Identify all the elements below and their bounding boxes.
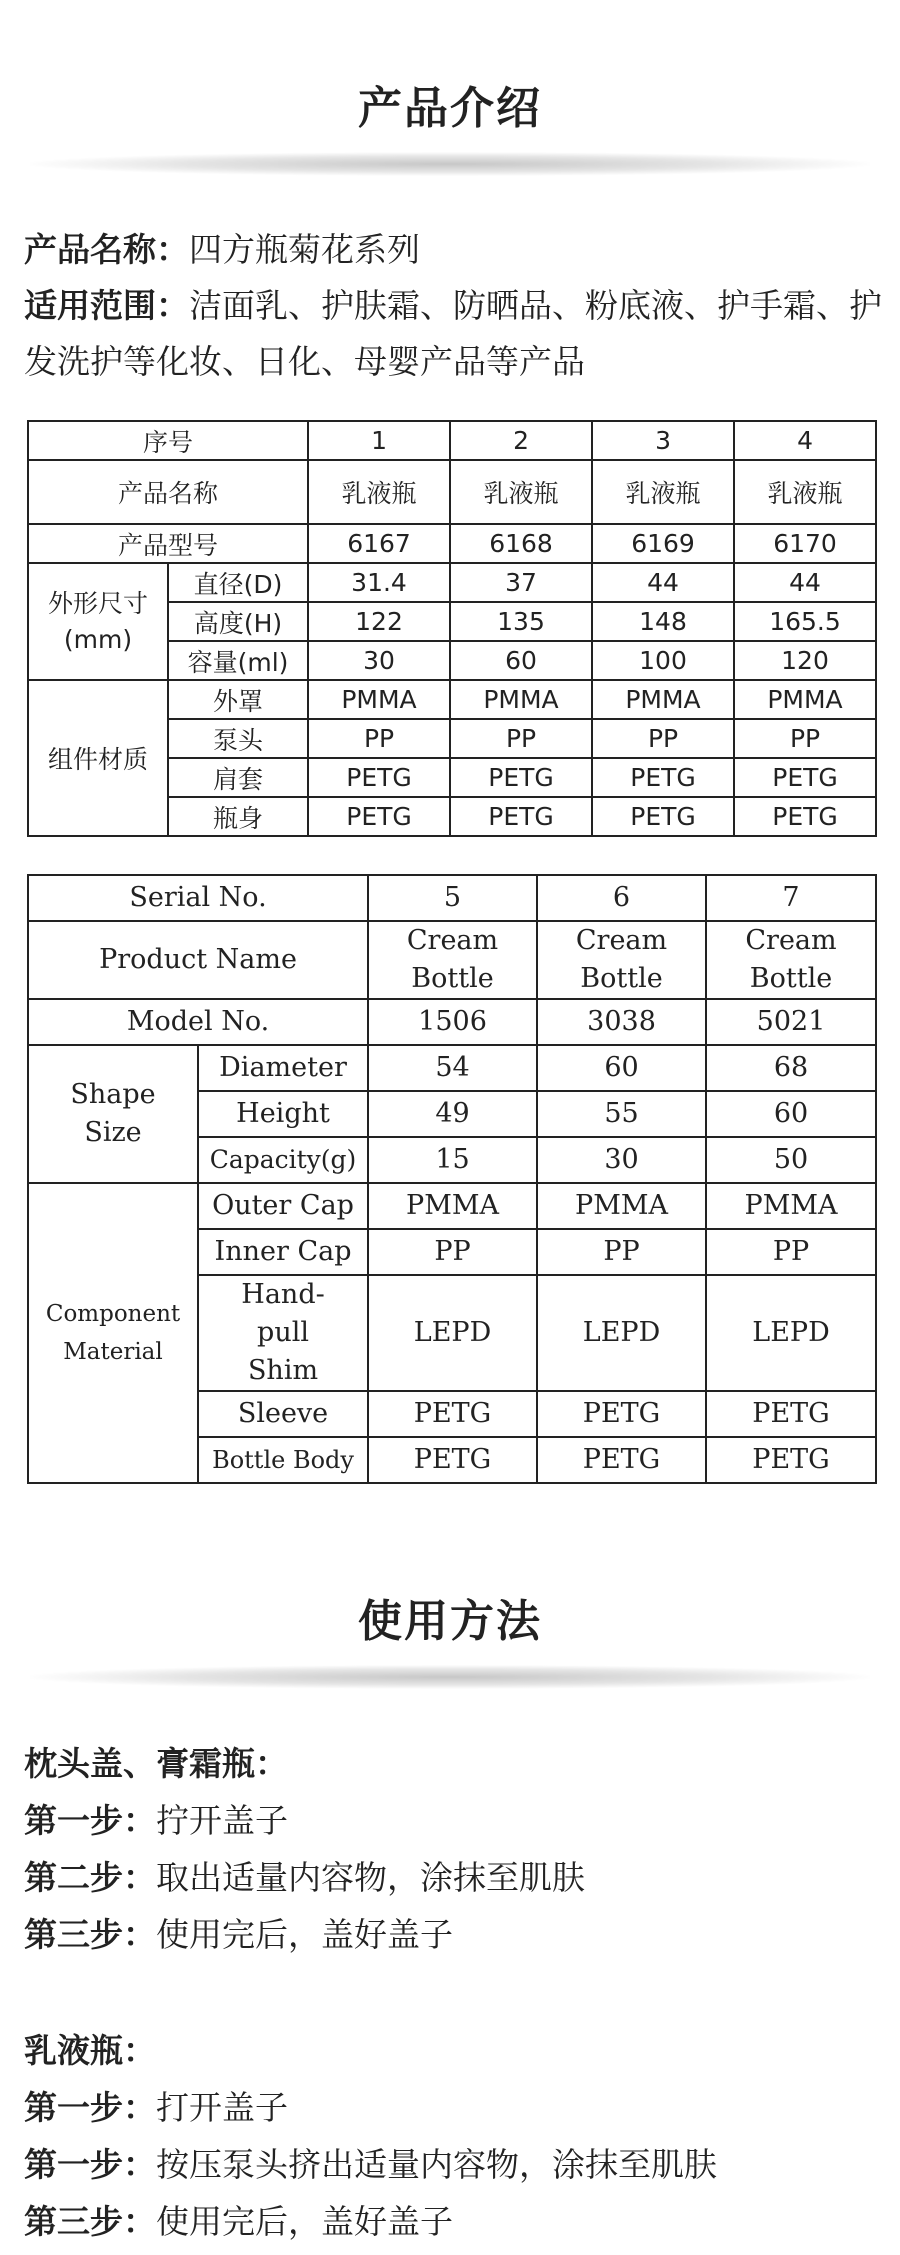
serial-label: Serial No. [28, 875, 368, 921]
product-name-cell: Cream Bottle [706, 921, 876, 999]
step-label: 第一步： [24, 2088, 156, 2127]
serial-cell: 4 [734, 421, 876, 460]
height-cell: 49 [368, 1091, 537, 1137]
inner-cap-cell: PP [368, 1229, 537, 1275]
product-name-cell: 乳液瓶 [592, 460, 734, 524]
pump-cell: PP [592, 719, 734, 758]
product-name-cell: 乳液瓶 [734, 460, 876, 524]
step-text: 取出适量内容物，涂抹至肌肤 [156, 1858, 585, 1897]
usage-step [24, 1906, 884, 1963]
model-cell: 6168 [450, 524, 592, 563]
title-shadow-divider [30, 1665, 870, 1689]
product-name-cell: 乳液瓶 [450, 460, 592, 524]
inner-cap-label: Inner Cap [198, 1229, 368, 1275]
table-row [28, 680, 876, 719]
usage-title: 使用方法 [358, 1596, 542, 1647]
shoulder-cell: PETG [450, 758, 592, 797]
capacity-label: Capacity(g) [198, 1137, 368, 1183]
sleeve-cell: PETG [368, 1391, 537, 1437]
outer-label: 外罩 [168, 680, 308, 719]
pump-cell: PP [734, 719, 876, 758]
serial-label: 序号 [28, 421, 308, 460]
serial-cell: 5 [368, 875, 537, 921]
step-label: 第一步： [24, 2145, 156, 2184]
step-text: 拧开盖子 [156, 1801, 288, 1840]
height-cell: 165.5 [734, 602, 876, 641]
pump-label: 泵头 [168, 719, 308, 758]
pump-cell: PP [450, 719, 592, 758]
diameter-cell: 37 [450, 563, 592, 602]
step-text: 按压泵头挤出适量内容物，涂抹至肌肤 [156, 2145, 717, 2184]
capacity-cell: 30 [537, 1137, 706, 1183]
table-row [28, 563, 876, 602]
usage-group-heading: 乳液瓶： [24, 2031, 156, 2070]
outer-cell: PMMA [734, 680, 876, 719]
usage-step [24, 2136, 884, 2193]
height-label: 高度(H) [168, 602, 308, 641]
usage-group-heading: 枕头盖、膏霜瓶： [24, 1744, 288, 1783]
bottle-body-label: Bottle Body [198, 1437, 368, 1483]
outer-cap-cell: PMMA [706, 1183, 876, 1229]
sleeve-cell: PETG [706, 1391, 876, 1437]
outer-cap-label: Outer Cap [198, 1183, 368, 1229]
usage-group-jar [24, 1735, 884, 1963]
serial-cell: 3 [592, 421, 734, 460]
capacity-cell: 60 [450, 641, 592, 680]
model-cell: 6167 [308, 524, 450, 563]
bottle-body-cell: PETG [537, 1437, 706, 1483]
diameter-cell: 31.4 [308, 563, 450, 602]
height-label: Height [198, 1091, 368, 1137]
usage-step [24, 1792, 884, 1849]
step-label: 第三步： [24, 2202, 156, 2241]
diameter-label: Diameter [198, 1045, 368, 1091]
model-cell: 6170 [734, 524, 876, 563]
height-cell: 135 [450, 602, 592, 641]
model-cell: 3038 [537, 999, 706, 1045]
height-cell: 122 [308, 602, 450, 641]
capacity-cell: 30 [308, 641, 450, 680]
diameter-cell: 68 [706, 1045, 876, 1091]
shim-cell: LEPD [537, 1275, 706, 1391]
model-label: 产品型号 [28, 524, 308, 563]
shim-cell: LEPD [706, 1275, 876, 1391]
step-label: 第三步： [24, 1915, 156, 1954]
inner-cap-cell: PP [706, 1229, 876, 1275]
bottle-body-cell: PETG [368, 1437, 537, 1483]
capacity-cell: 15 [368, 1137, 537, 1183]
product-name-line [24, 222, 884, 278]
outer-cap-cell: PMMA [368, 1183, 537, 1229]
material-group-label: 组件材质 [28, 680, 168, 836]
usage-step [24, 1849, 884, 1906]
serial-cell: 2 [450, 421, 592, 460]
title-shadow-divider [30, 152, 870, 176]
spec-table-cn [27, 420, 877, 837]
pump-cell: PP [308, 719, 450, 758]
body-cell: PETG [308, 797, 450, 836]
scope-label: 适用范围： [24, 286, 189, 325]
outer-cell: PMMA [450, 680, 592, 719]
model-cell: 1506 [368, 999, 537, 1045]
step-text: 使用完后，盖好盖子 [156, 1915, 453, 1954]
diameter-cell: 44 [734, 563, 876, 602]
table-row [28, 460, 876, 524]
product-name-label: Product Name [28, 921, 368, 999]
table-row [28, 1045, 876, 1091]
product-name-cell: Cream Bottle [368, 921, 537, 999]
table-row [28, 421, 876, 460]
product-name-value: 四方瓶菊花系列 [189, 230, 420, 269]
product-name-cell: Cream Bottle [537, 921, 706, 999]
scope-value: 洁面乳、护肤霜、防晒品、粉底液、护手霜、护发洗护等化妆、日化、母婴产品等产品 [24, 286, 882, 381]
material-group-label: Component Material [28, 1183, 198, 1483]
body-cell: PETG [592, 797, 734, 836]
usage-group-lotion [24, 2022, 884, 2250]
sleeve-cell: PETG [537, 1391, 706, 1437]
diameter-cell: 44 [592, 563, 734, 602]
model-cell: 5021 [706, 999, 876, 1045]
step-text: 打开盖子 [156, 2088, 288, 2127]
intro-title: 产品介绍 [358, 83, 542, 134]
diameter-label: 直径(D) [168, 563, 308, 602]
table-row [28, 999, 876, 1045]
height-cell: 55 [537, 1091, 706, 1137]
product-name-label: 产品名称 [28, 460, 308, 524]
usage-step [24, 2193, 884, 2250]
shoulder-label: 肩套 [168, 758, 308, 797]
body-cell: PETG [450, 797, 592, 836]
table-row [28, 921, 876, 999]
diameter-cell: 54 [368, 1045, 537, 1091]
table-row [28, 524, 876, 563]
usage-step [24, 2079, 884, 2136]
capacity-cell: 120 [734, 641, 876, 680]
sleeve-label: Sleeve [198, 1391, 368, 1437]
body-label: 瓶身 [168, 797, 308, 836]
product-name-cell: 乳液瓶 [308, 460, 450, 524]
outer-cell: PMMA [308, 680, 450, 719]
inner-cap-cell: PP [537, 1229, 706, 1275]
diameter-cell: 60 [537, 1045, 706, 1091]
capacity-cell: 50 [706, 1137, 876, 1183]
height-cell: 148 [592, 602, 734, 641]
outer-cell: PMMA [592, 680, 734, 719]
spec-table-en [27, 874, 877, 1484]
table-row [28, 1183, 876, 1229]
body-cell: PETG [734, 797, 876, 836]
shim-label: Hand-pull Shim [198, 1275, 368, 1391]
bottle-body-cell: PETG [706, 1437, 876, 1483]
table-row [28, 875, 876, 921]
step-label: 第二步： [24, 1858, 156, 1897]
step-text: 使用完后，盖好盖子 [156, 2202, 453, 2241]
outer-cap-cell: PMMA [537, 1183, 706, 1229]
shoulder-cell: PETG [592, 758, 734, 797]
product-info [24, 222, 884, 390]
size-group-label: 外形尺寸(mm) [28, 563, 168, 680]
serial-cell: 1 [308, 421, 450, 460]
scope-line [24, 278, 884, 390]
height-cell: 60 [706, 1091, 876, 1137]
serial-cell: 7 [706, 875, 876, 921]
shoulder-cell: PETG [308, 758, 450, 797]
capacity-cell: 100 [592, 641, 734, 680]
capacity-label: 容量(ml) [168, 641, 308, 680]
serial-cell: 6 [537, 875, 706, 921]
shoulder-cell: PETG [734, 758, 876, 797]
model-label: Model No. [28, 999, 368, 1045]
model-cell: 6169 [592, 524, 734, 563]
step-label: 第一步： [24, 1801, 156, 1840]
product-name-label: 产品名称： [24, 230, 189, 269]
shim-cell: LEPD [368, 1275, 537, 1391]
size-group-label: Shape Size [28, 1045, 198, 1183]
